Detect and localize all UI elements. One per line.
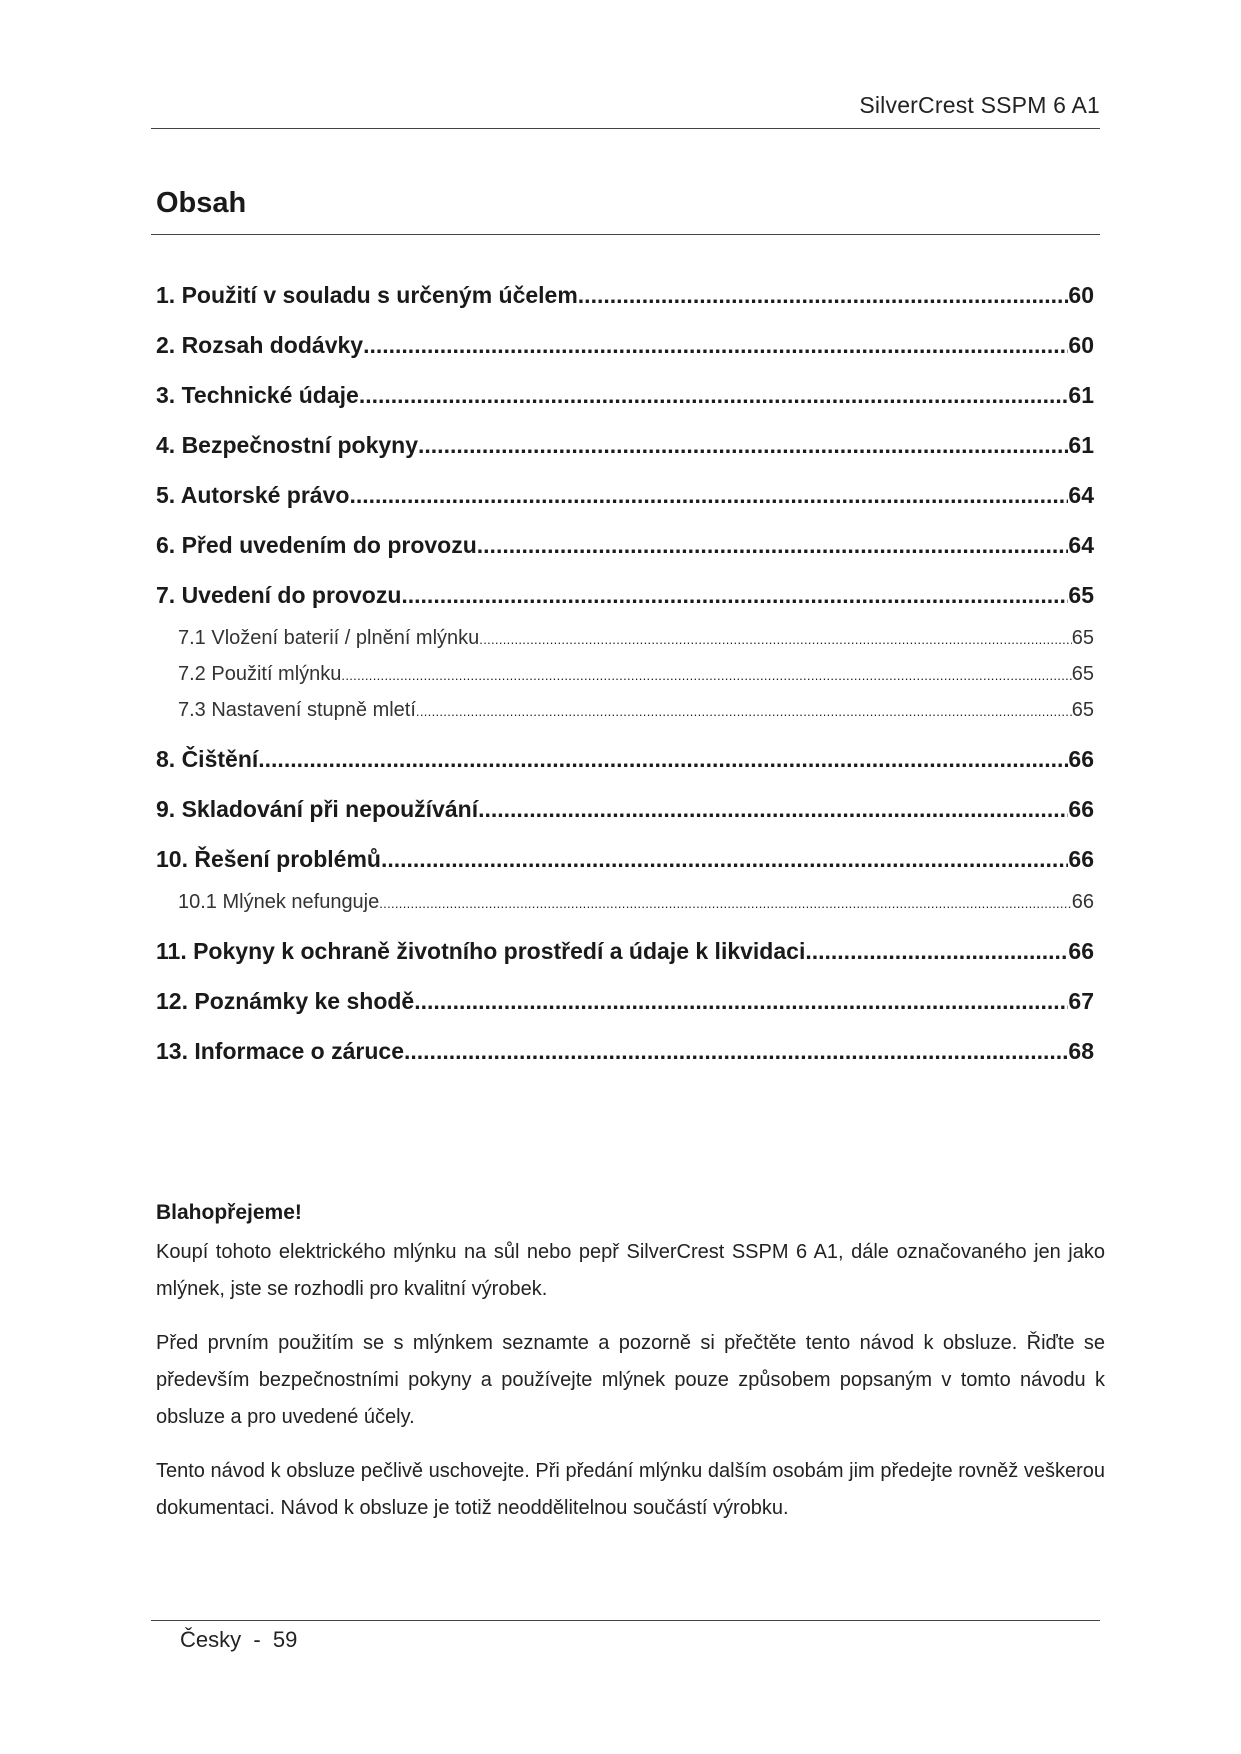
toc-entry-label: 5. Autorské právo (156, 482, 350, 508)
toc-subentry[interactable] (156, 692, 1094, 728)
toc-entry-page: 65 (1071, 627, 1094, 649)
toc-dot-leader (805, 926, 1068, 976)
toc-entry[interactable] (156, 270, 1094, 320)
document-header-product: SilverCrest SSPM 6 A1 (859, 92, 1100, 118)
toc-entry[interactable] (156, 834, 1094, 884)
toc-dot-leader (379, 886, 1072, 920)
toc-entry-label: 9. Skladování při nepoužívání (156, 796, 479, 822)
header-divider (151, 128, 1100, 129)
toc-entry-label: 7.1 Vložení baterií / plnění mlýnku (178, 627, 480, 649)
toc-dot-leader (416, 694, 1072, 728)
toc-entry-label: 6. Před uvedením do provozu (156, 532, 477, 558)
toc-dot-leader (578, 270, 1069, 320)
toc-entry[interactable] (156, 734, 1094, 784)
toc-entry-label: 7.2 Použití mlýnku (178, 663, 342, 685)
toc-entry[interactable] (156, 784, 1094, 834)
toc-entry-label: 1. Použití v souladu s určeným účelem (156, 282, 578, 308)
toc-entry-page: 67 (1068, 988, 1094, 1014)
toc-entry-page: 66 (1068, 746, 1094, 772)
toc-subentry[interactable] (156, 620, 1094, 656)
toc-dot-leader (341, 658, 1071, 692)
toc-entry-page: 64 (1068, 482, 1094, 508)
toc-entry-page: 68 (1068, 1038, 1094, 1064)
toc-entry[interactable] (156, 976, 1094, 1026)
toc-dot-leader (363, 320, 1068, 370)
toc-dot-leader (414, 976, 1068, 1026)
toc-entry-label: 2. Rozsah dodávky (156, 332, 364, 358)
toc-entry[interactable] (156, 1026, 1094, 1076)
toc-dot-leader (478, 784, 1068, 834)
toc-entry-label: 4. Bezpečnostní pokyny (156, 432, 419, 458)
toc-entry[interactable] (156, 570, 1094, 620)
toc-dot-leader (349, 470, 1068, 520)
toc-dot-leader (477, 520, 1069, 570)
toc-dot-leader (359, 370, 1069, 420)
toc-entry-page: 66 (1071, 891, 1094, 913)
toc-dot-leader (404, 1026, 1068, 1076)
toc-entry-label: 10. Řešení problémů (156, 846, 381, 872)
toc-entry-page: 65 (1071, 663, 1094, 685)
toc-entry-label: 13. Informace o záruce (156, 1038, 404, 1064)
toc-subentry[interactable] (156, 884, 1094, 920)
intro-paragraph: Tento návod k obsluze pečlivě uschovejte. Při předání mlýnku dalším osobám jim předejte rovněž veškerou dokumentaci. Návod k obsluze je totiž neoddělitelnou součástí výrobku. (156, 1460, 1105, 1519)
intro-paragraph: Koupí tohoto elektrického mlýnku na sůl nebo pepř SilverCrest SSPM 6 A1, dále označovaného jen jako mlýnek, jste se rozhodli pro kvalitní výrobek. (156, 1241, 1105, 1300)
toc-entry[interactable] (156, 520, 1094, 570)
table-of-contents (156, 270, 1094, 1076)
toc-entry-label: 7.3 Nastavení stupně mletí (178, 699, 416, 721)
toc-entry-page: 61 (1068, 382, 1094, 408)
toc-heading: Obsah (156, 187, 247, 219)
intro-heading: Blahopřejeme! (156, 1201, 302, 1224)
toc-entry-label: 3. Technické údaje (156, 382, 359, 408)
toc-entry[interactable] (156, 370, 1094, 420)
toc-dot-leader (258, 734, 1068, 784)
footer-language-page: Česky - 59 (180, 1627, 298, 1652)
toc-heading-divider (151, 234, 1100, 235)
toc-entry-page: 66 (1068, 938, 1094, 964)
intro-section (156, 1196, 1105, 1544)
toc-entry-label: 8. Čištění (156, 746, 259, 772)
toc-entry-page: 64 (1068, 532, 1094, 558)
toc-entry-page: 61 (1068, 432, 1094, 458)
toc-entry[interactable] (156, 320, 1094, 370)
toc-entry-page: 66 (1068, 846, 1094, 872)
toc-entry[interactable] (156, 470, 1094, 520)
toc-dot-leader (479, 622, 1071, 656)
toc-entry-page: 65 (1068, 582, 1094, 608)
toc-subentry[interactable] (156, 656, 1094, 692)
toc-entry-page: 65 (1071, 699, 1094, 721)
toc-entry-label: 11. Pokyny k ochraně životního prostředí a údaje k likvidaci (156, 938, 806, 964)
toc-entry-label: 7. Uvedení do provozu (156, 582, 402, 608)
footer-divider (151, 1620, 1100, 1621)
intro-paragraph: Před prvním použitím se s mlýnkem seznamte a pozorně si přečtěte tento návod k obsluze. Řiďte se především bezpečnostními pokyny a používejte mlýnek pouze způsobem popsaným v tomto návodu k obsluze a pro uvedené účely. (156, 1332, 1105, 1428)
toc-entry[interactable] (156, 926, 1094, 976)
toc-entry[interactable] (156, 420, 1094, 470)
toc-entry-label: 10.1 Mlýnek nefunguje (178, 891, 380, 913)
toc-entry-page: 60 (1068, 282, 1094, 308)
toc-entry-page: 66 (1068, 796, 1094, 822)
toc-dot-leader (401, 570, 1068, 620)
toc-dot-leader (418, 420, 1068, 470)
toc-entry-page: 60 (1068, 332, 1094, 358)
toc-entry-label: 12. Poznámky ke shodě (156, 988, 415, 1014)
toc-dot-leader (381, 834, 1068, 884)
